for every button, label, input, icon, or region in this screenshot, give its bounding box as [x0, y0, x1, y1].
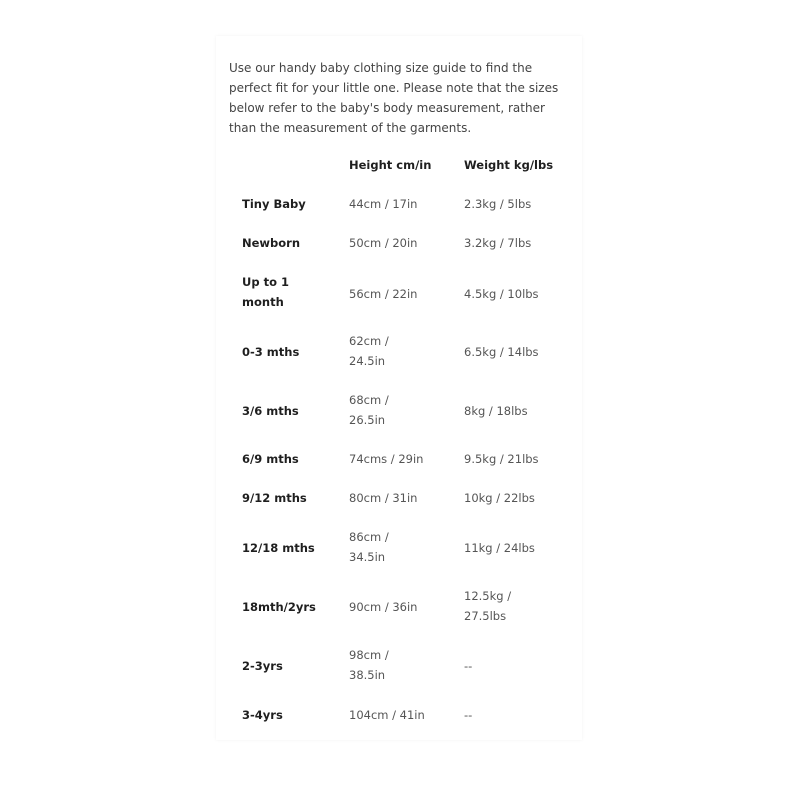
row-height-value: 90cm / 36in [349, 600, 418, 614]
column-header-height: Height cm/in [349, 158, 432, 172]
row-height-value: 80cm / 31in [349, 491, 418, 505]
row-size-label: 18mth/2yrs [242, 600, 316, 614]
row-weight-value: 2.3kg / 5lbs [464, 197, 532, 211]
row-weight-value: 8kg / 18lbs [464, 404, 528, 418]
row-weight-value: 10kg / 22lbs [464, 491, 535, 505]
row-size-label: 3/6 mths [242, 404, 299, 418]
size-guide-panel [216, 36, 582, 740]
row-height-value: 74cms / 29in [349, 452, 424, 466]
row-weight-value: 4.5kg / 10lbs [464, 287, 539, 301]
row-size-label: Newborn [242, 236, 301, 250]
row-size-label: 2-3yrs [242, 659, 283, 673]
row-size-label: 3-4yrs [242, 708, 283, 722]
size-table [216, 36, 582, 740]
row-height-value: 44cm / 17in [349, 197, 418, 211]
row-weight-value: -- [464, 708, 473, 722]
row-height-value: 62cm / 24.5in [349, 334, 389, 368]
row-weight-value: 6.5kg / 14lbs [464, 345, 539, 359]
row-size-label: Up to 1 month [242, 275, 289, 309]
row-height-value: 98cm / 38.5in [349, 648, 389, 682]
row-height-value: 56cm / 22in [349, 287, 418, 301]
row-size-label: 12/18 mths [242, 541, 315, 555]
row-height-value: 86cm / 34.5in [349, 530, 389, 564]
row-weight-value: -- [464, 659, 473, 673]
column-header-weight: Weight kg/lbs [464, 158, 554, 172]
intro-text: Use our handy baby clothing size guide to find the perfect fit for your little one. Please note that the sizes below refer to the baby's body measurement, rather than the measurement of the garments. [229, 61, 559, 135]
row-weight-value: 11kg / 24lbs [464, 541, 535, 555]
row-size-label: Tiny Baby [242, 197, 306, 211]
row-size-label: 6/9 mths [242, 452, 299, 466]
row-height-value: 50cm / 20in [349, 236, 418, 250]
row-height-value: 68cm / 26.5in [349, 393, 389, 427]
row-size-label: 0-3 mths [242, 345, 300, 359]
row-weight-value: 3.2kg / 7lbs [464, 236, 532, 250]
row-weight-value: 12.5kg / 27.5lbs [464, 589, 512, 623]
row-size-label: 9/12 mths [242, 491, 307, 505]
row-height-value: 104cm / 41in [349, 708, 425, 722]
row-weight-value: 9.5kg / 21lbs [464, 452, 539, 466]
